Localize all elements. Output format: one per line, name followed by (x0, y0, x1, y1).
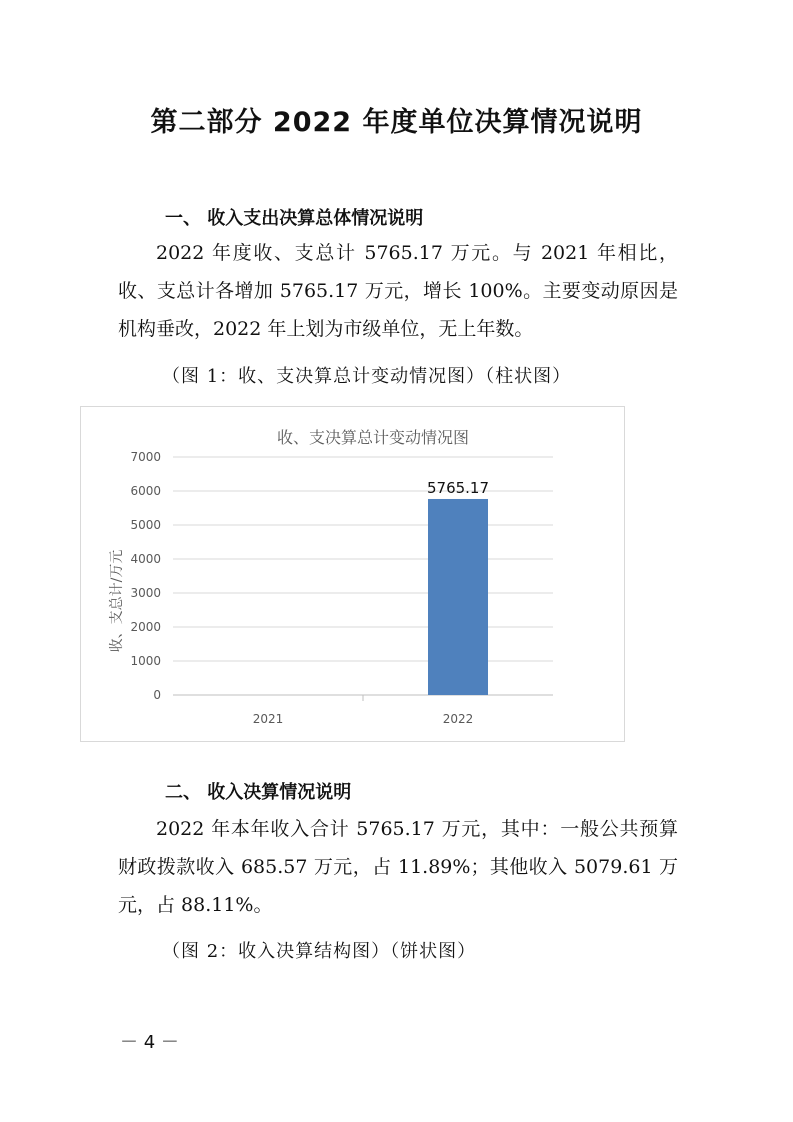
y-tick-label: 6000 (130, 484, 161, 498)
section-1-paragraph: 2022 年度收、支总计 5765.17 万元。与 2021 年相比，收、支总计各增加 5765.17 万元，增长 100%。主要变动原因是机构垂改，2022 年上划为市级单位，无上年数。 (118, 242, 678, 340)
bar-2022 (428, 499, 488, 695)
bar-chart-container (80, 406, 625, 742)
x-tick-label: 2021 (252, 712, 284, 726)
x-tick-label: 2022 (442, 712, 474, 726)
y-tick-label: 0 (153, 688, 161, 702)
section-2-paragraph: 2022 年本年收入合计 5765.17 万元，其中：一般公共预算财政拨款收入 685.57 万元，占 11.89%；其他收入 5079.61 万元，占 88.11%。 (118, 818, 678, 916)
bar-chart (81, 407, 624, 741)
figure-1-caption: （图 1：收、支决算总计变动情况图）（柱状图） (162, 366, 572, 387)
section-2-heading: 二、 收入决算情况说明 (165, 782, 352, 803)
section-1-heading: 一、 收入支出决算总体情况说明 (165, 208, 424, 229)
y-tick-label: 4000 (130, 552, 161, 566)
chart-title: 收、支决算总计变动情况图 (276, 428, 470, 447)
page-number: － 4 － (120, 1032, 179, 1053)
y-tick-label: 3000 (130, 586, 161, 600)
data-label-2022: 5765.17 (426, 478, 490, 497)
y-tick-label: 2000 (130, 620, 161, 634)
figure-2-caption: （图 2：收入决算结构图）（饼状图） (162, 941, 477, 962)
chart-y-axis-label: 收、支总计/万元 (109, 549, 125, 653)
y-tick-label: 5000 (130, 518, 161, 532)
y-tick-label: 7000 (130, 450, 161, 464)
y-tick-label: 1000 (130, 654, 161, 668)
page-title: 第二部分 2022 年度单位决算情况说明 (150, 107, 643, 138)
